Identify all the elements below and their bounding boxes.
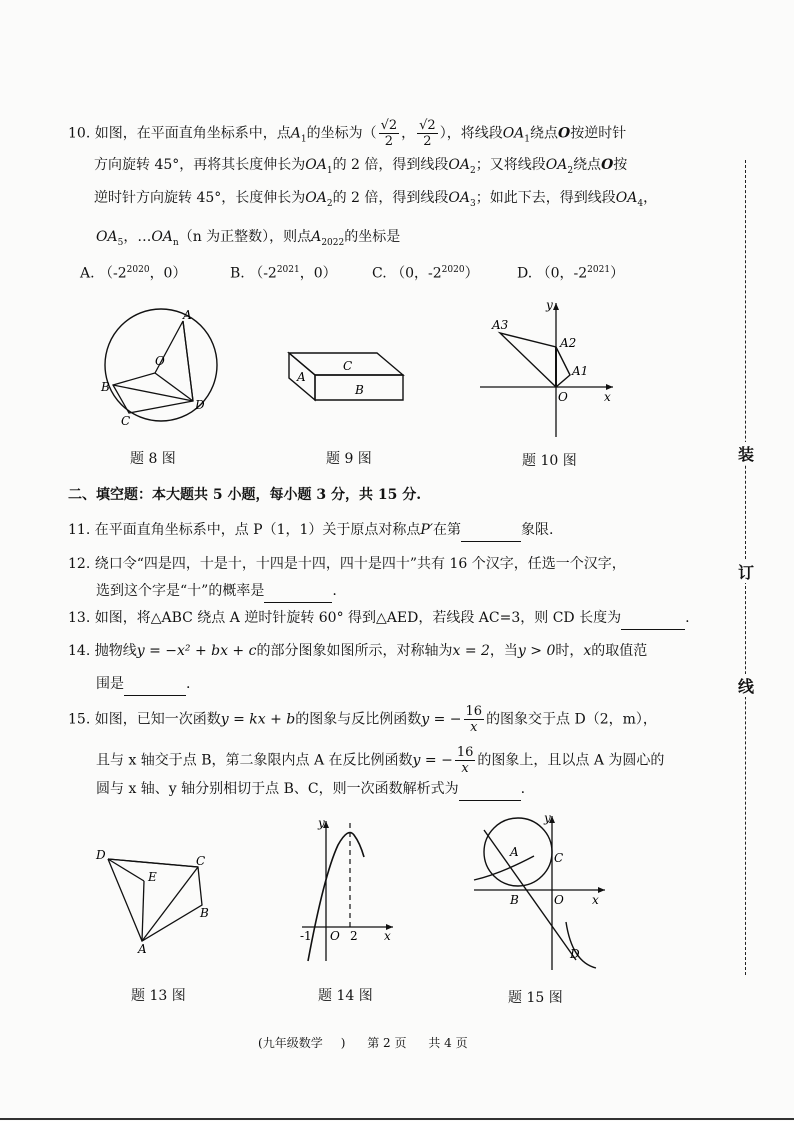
fig15-label-x: x xyxy=(592,893,599,907)
fig13-label-e: E xyxy=(148,870,157,884)
fig10-label-a1: A1 xyxy=(572,364,589,378)
fraction-sqrt2-over-2-second: $\frac{√2}{2}$ xyxy=(419,118,436,149)
fig14-caption: 题 14 图 xyxy=(318,988,373,1004)
fig10-label-a2: A2 xyxy=(560,336,577,350)
fig13-label-b: B xyxy=(200,906,209,920)
figure-14 xyxy=(298,815,398,965)
q12-line2: 选到这个字是“十”的概率是 . xyxy=(96,580,337,603)
q12-line1: 12. 绕口令“四是四，十是十，十四是十四，四十是四十”共有 16 个汉字，任选一个汉字， xyxy=(68,556,626,572)
binding-char-3: 线 xyxy=(738,674,754,697)
fig8-label-c: C xyxy=(121,414,131,428)
q13-blank[interactable] xyxy=(621,607,685,630)
fig14-label-2: 2 xyxy=(350,929,358,943)
bottom-border xyxy=(0,1118,794,1120)
fig15-label-b: B xyxy=(510,893,519,907)
page-footer: (九年级数学 ) 第 2 页 共 4 页 xyxy=(258,1036,468,1050)
fig13-caption: 题 13 图 xyxy=(131,988,186,1004)
section-2-title: 二、填空题：本大题共 5 小题，每小题 3 分，共 15 分. xyxy=(68,487,422,503)
q10-line4: $OA_5$，$\dots OA_n(n$ 为正整数），则点$A_{2022}$的坐标是 xyxy=(96,229,401,248)
fig15-label-d: D xyxy=(570,947,580,961)
fraction-16-over-x: $\frac{16}{x}$ xyxy=(465,704,483,735)
figure-13 xyxy=(92,845,217,955)
q10-line2: 方向旋转 45°，再将其长度伸长为$OA_1$的 2 倍，得到线段$OA_2$；又将线段$OA_2$绕点O按 xyxy=(94,157,628,176)
q10-option-d: D. （0，$-2^{2021}$） xyxy=(517,265,625,282)
fig15-label-o: O xyxy=(554,893,564,907)
fig13-label-c: C xyxy=(196,854,206,868)
fig13-label-d: D xyxy=(96,848,106,862)
fig8-label-b: B xyxy=(101,380,110,394)
q15-line2: 且与 x 轴交于点 B，第二象限内点 A 在反比例函数y = − $\frac{16}{x}$ 的图象上，且以点 A 为圆心的 xyxy=(96,745,665,776)
fig13-label-a: A xyxy=(138,942,147,955)
fig10-label-a3: A3 xyxy=(492,318,509,332)
q14-blank[interactable] xyxy=(124,673,186,696)
q10-line1: 10. 如图，在平面直角坐标系中，点$A_1$的坐标为（ $\frac{√2}{2}$ ， $\frac{√2}{2}$ ），将线段$OA_1$绕点O按逆时针 xyxy=(68,118,627,149)
fig14-label-x: x xyxy=(384,929,391,943)
q10-option-a: A. （$-2^{2020}$，0） xyxy=(80,265,187,282)
q14-line2: 围是 . xyxy=(96,673,190,696)
q14-line1: 14. 抛物线y = −x² + bx + c的部分图象如图所示，对称轴为x = 2，当y > 0时，x的取值范 xyxy=(68,643,648,659)
figure-8 xyxy=(95,305,225,430)
binding-char-2: 订 xyxy=(738,560,754,583)
fig10-label-x: x xyxy=(604,390,611,404)
q15-line3: 圆与 x 轴、y 轴分别相切于点 B、C，则一次函数解析式为 . xyxy=(96,778,525,801)
fig14-label-y: y xyxy=(318,816,325,830)
fig9-label-a: A xyxy=(297,370,306,384)
fraction-16-over-x-second: $\frac{16}{x}$ xyxy=(456,745,474,776)
fig8-label-d: D xyxy=(195,398,205,412)
q10-option-b: B. （$-2^{2021}$，0） xyxy=(230,265,337,282)
fig14-label-minus1: -1 xyxy=(300,929,312,943)
q11-blank[interactable] xyxy=(461,519,521,542)
fig8-label-o: O xyxy=(155,354,165,368)
fig9-label-b: B xyxy=(355,383,364,397)
fig10-label-o: O xyxy=(558,390,568,404)
fig8-label-a: A xyxy=(183,308,192,322)
fraction-sqrt2-over-2: $\frac{√2}{2}$ xyxy=(380,118,398,149)
figure-10 xyxy=(478,295,618,440)
q10-line3: 逆时针方向旋转 45°，长度伸长为$OA_2$的 2 倍，得到线段$OA_3$；如此下去，得到线段$OA_4$， xyxy=(94,190,658,209)
fig15-caption: 题 15 图 xyxy=(508,990,563,1006)
q15-line1: 15. 如图，已知一次函数y = kx + b的图象与反比例函数y = − $\frac{16}{x}$ 的图象交于点 D（2，m）， xyxy=(68,704,657,735)
fig15-label-a: A xyxy=(510,845,519,859)
fig10-label-y: y xyxy=(546,298,553,312)
fig9-label-c: C xyxy=(343,359,353,373)
fig9-caption: 题 9 图 xyxy=(326,451,372,467)
figure-9 xyxy=(285,345,410,405)
fig15-label-c: C xyxy=(554,851,564,865)
q10-option-c: C. （0，$-2^{2020}$） xyxy=(372,265,479,282)
fig14-label-o: O xyxy=(330,929,340,943)
q13: 13. 如图，将△ABC 绕点 A 逆时针旋转 60° 得到△AED，若线段 AC=3，则 CD 长度为 . xyxy=(68,607,690,630)
figure-15 xyxy=(470,812,610,972)
q11: 11. 在平面直角坐标系中，点 P（1，1）关于原点对称点P′在第 象限. xyxy=(68,519,553,542)
q15-blank[interactable] xyxy=(459,778,521,801)
q12-blank[interactable] xyxy=(264,580,332,603)
fig8-caption: 题 8 图 xyxy=(130,451,176,467)
fig15-label-y: y xyxy=(544,812,551,825)
binding-char-1: 装 xyxy=(738,442,754,465)
fig10-caption: 题 10 图 xyxy=(522,453,577,469)
